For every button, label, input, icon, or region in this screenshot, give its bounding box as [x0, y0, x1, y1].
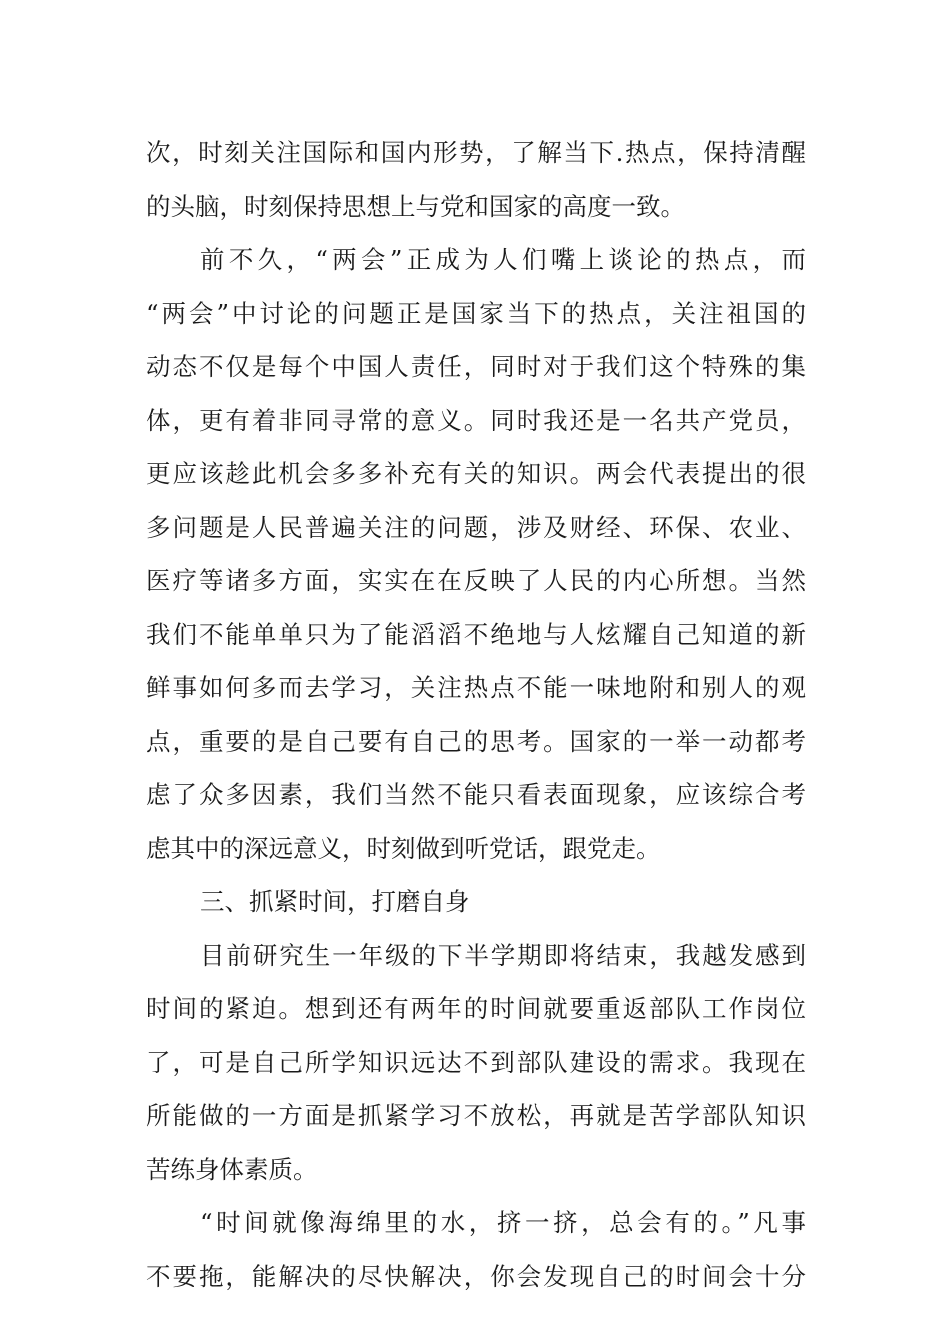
text-line: “两会”中讨论的问题正是国家当下的热点，关注祖国的 — [146, 298, 806, 328]
text-line: 医疗等诸多方面，实实在在反映了人民的内心所想。当然 — [146, 566, 806, 595]
paragraph-start-line: 目前研究生一年级的下半学期即将结束，我越发感到 — [200, 940, 806, 970]
text-line: 体，更有着非同寻常的意义。同时我还是一名共产党员， — [146, 405, 806, 435]
text-line: 时间的紧迫。想到还有两年的时间就要重返部队工作岗位 — [146, 994, 806, 1023]
paragraph-start-line: 前不久，“两会”正成为人们嘴上谈论的热点，而 — [200, 245, 806, 274]
text-line: 不要拖，能解决的尽快解决，你会发现自己的时间会十分 — [146, 1261, 806, 1291]
text-line: 我们不能单单只为了能滔滔不绝地与人炫耀自己知道的新 — [146, 619, 806, 649]
body-text — [146, 126, 806, 1303]
text-line: 多问题是人民普遍关注的问题，涉及财经、环保、农业、 — [146, 512, 806, 542]
text-line: 鲜事如何多而去学习，关注热点不能一味地附和别人的观 — [146, 673, 806, 702]
text-line: 次，时刻关注国际和国内形势，了解当下.热点，保持清醒 — [146, 138, 806, 167]
text-line: 更应该趁此机会多多补充有关的知识。两会代表提出的很 — [146, 459, 806, 488]
text-line: 点，重要的是自己要有自己的思考。国家的一举一动都考 — [146, 726, 806, 756]
section-heading: 三、抓紧时间，打磨自身 — [200, 887, 470, 916]
text-line: 动态不仅是每个中国人责任，同时对于我们这个特殊的集 — [146, 352, 806, 381]
text-line: 了，可是自己所学知识远达不到部队建设的需求。我现在 — [146, 1047, 806, 1077]
paragraph-start-line: “时间就像海绵里的水，挤一挤，总会有的。”凡事 — [200, 1208, 806, 1237]
text-line: 虑其中的深远意义，时刻做到听党话，跟党走。 — [146, 833, 661, 863]
text-line: 虑了众多因素，我们当然不能只看表面现象，应该综合考 — [146, 780, 806, 809]
text-line: 的头脑，时刻保持思想上与党和国家的高度一致。 — [146, 191, 685, 221]
text-line: 所能做的一方面是抓紧学习不放松，再就是苦学部队知识 — [146, 1101, 806, 1130]
text-line: 苦练身体素质。 — [146, 1154, 318, 1184]
